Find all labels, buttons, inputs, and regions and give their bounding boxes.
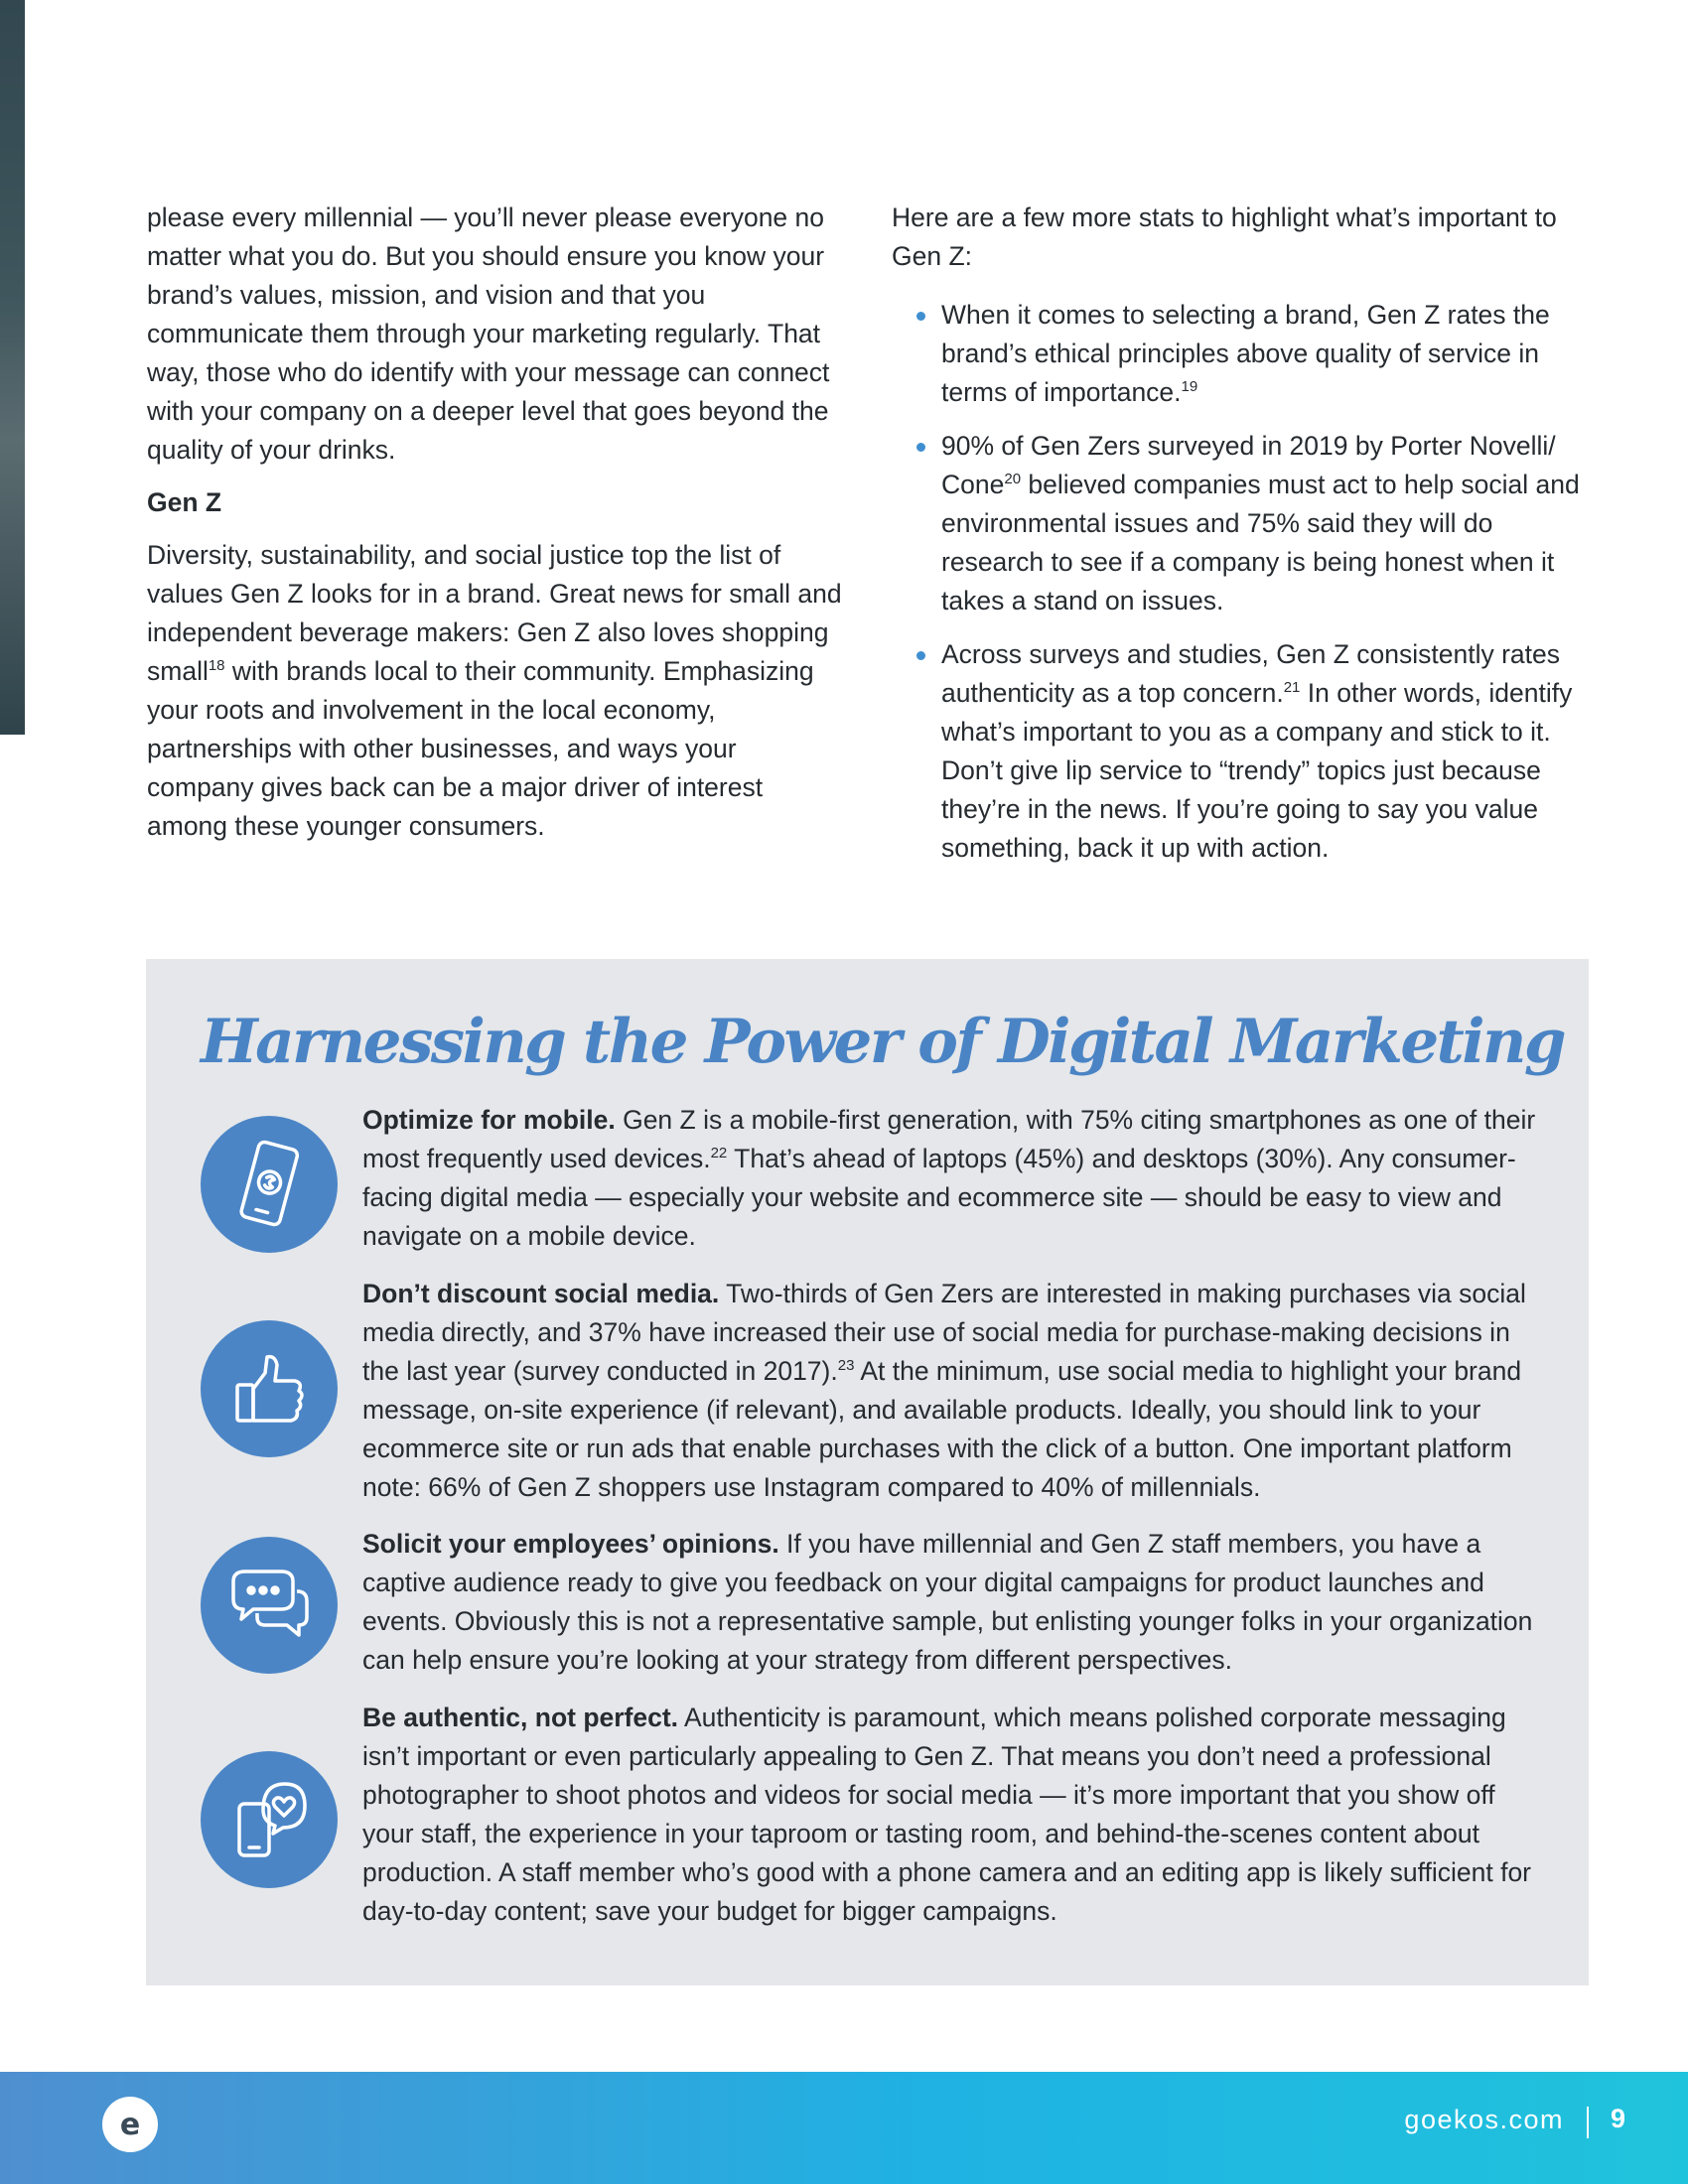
list-item [892, 296, 1587, 412]
list-item-text: 90% of Gen Zers surveyed in 2019 by Porter Novelli/ Cone [941, 431, 1556, 499]
tip-heading: Don’t discount social media. [362, 1279, 720, 1308]
phone-heart-icon [201, 1751, 338, 1888]
bullet-dot-icon [916, 651, 925, 660]
tip-text: If you have millennial and Gen Z staff members, you have a captive audience ready to give you feedback on your digital campaigns for product launches and events. Obviously this is not a representative sample, but enlisting younger folks in your organization can help ensure you’re looking at your strategy from different perspectives. [362, 1529, 1533, 1675]
list-item-text: When it comes to selecting a brand, Gen Z rates the brand’s ethical principles above quality of service in terms of importance. [941, 300, 1550, 407]
cover-photo-edge [0, 0, 25, 735]
footnote-ref: 18 [208, 657, 225, 675]
paragraph-text: Diversity, sustainability, and social justice top the list of values Gen Z looks for in a brand. Great news for small and independent beverage makers: Gen Z also loves shopping small [147, 540, 842, 686]
tip-be-authentic [362, 1699, 1539, 1931]
tip-text: Gen Z is a mobile-first generation, with 75% citing smartphones as one of their most frequently used devices. [362, 1105, 1536, 1173]
list-item-text: In other words, identify what’s important to you as a company and stick to it. Don’t give lip service to “trendy” topics just because they’re in the news. If you’re going to say you value something, back it up with action. [941, 678, 1573, 863]
tip-text: Two-thirds of Gen Zers are interested in making purchases via social media directly, and 37% have increased their use of social media for purchase-making decisions in the last year (survey conducted in 2017). [362, 1279, 1526, 1386]
footnote-ref: 23 [837, 1357, 855, 1375]
paragraph-text: with brands local to their community. Emphasizing your roots and involvement in the local economy, partnerships with other businesses, and ways your company gives back can be a major driver of interest among these younger consumers. [147, 656, 814, 841]
tip-heading: Be authentic, not perfect. [362, 1703, 679, 1732]
intro-paragraph: Here are a few more stats to highlight what’s important to Gen Z: [892, 203, 1557, 271]
chat-bubbles-icon [201, 1537, 338, 1674]
page-footer [0, 2072, 1688, 2184]
tip-social-media [362, 1275, 1539, 1507]
digital-marketing-callout [146, 959, 1589, 1985]
footnote-ref: 20 [1004, 471, 1022, 488]
body-paragraph [147, 536, 847, 846]
stats-list [892, 296, 1587, 868]
list-item [892, 635, 1587, 868]
section-subheading: Gen Z [147, 487, 222, 517]
footer-url-link[interactable]: goekos.com [1404, 2105, 1564, 2134]
logo-text: e [119, 2107, 141, 2142]
tip-optimize-mobile [362, 1101, 1539, 1256]
callout-title: Harnessing the Power of Digital Marketing [201, 1007, 1565, 1077]
tip-text: Authenticity is paramount, which means polished corporate messaging isn’t important or even particularly appealing to Gen Z. That means you don’t need a professional photographer to shoot photos and videos for social media — it’s more important that you show off your staff, the experience in your taproom or tasting room, and behind-the-scenes content about production. A staff member who’s good with a phone camera and an editing app is likely sufficient for day-to-day content; save your budget for bigger campaigns. [362, 1703, 1532, 1926]
footnote-ref: 21 [1283, 679, 1301, 697]
footnote-ref: 19 [1181, 378, 1198, 396]
right-column [892, 199, 1587, 883]
left-column [147, 199, 847, 846]
tip-heading: Optimize for mobile. [362, 1105, 616, 1135]
page-number: 9 [1611, 2104, 1626, 2133]
thumbs-up-icon [201, 1320, 338, 1457]
tip-text: That’s ahead of laptops (45%) and desktops (30%). Any consumer-facing digital media — especially your website and ecommerce site — should be easy to view and navigate on a mobile device. [362, 1144, 1516, 1251]
tip-text: At the minimum, use social media to highlight your brand message, on-site experience (if relevant), and available products. Ideally, you should link to your ecommerce site or run ads that enable purchases with the click of a button. One important platform note: 66% of Gen Z shoppers use Instagram compared to 40% of millennials. [362, 1356, 1522, 1502]
tip-employee-opinions [362, 1525, 1539, 1680]
bullet-dot-icon [916, 443, 925, 452]
list-item [892, 427, 1587, 620]
ekos-logo[interactable] [102, 2097, 158, 2152]
list-item-text: Across surveys and studies, Gen Z consistently rates authenticity as a top concern. [941, 639, 1561, 708]
body-paragraph: please every millennial — you’ll never please everyone no matter what you do. But you should ensure you know your brand’s values, mission, and vision and that you communicate them through your marketing regularly. That way, those who do identify with your message can connect with your company on a deeper level that goes beyond the quality of your drinks. [147, 203, 830, 465]
list-item-text: believed companies must act to help social and environmental issues and 75% said they will do research to see if a company is being honest when it takes a stand on issues. [941, 470, 1580, 615]
footer-divider [1587, 2107, 1589, 2138]
mobile-phone-icon [201, 1116, 338, 1253]
tip-heading: Solicit your employees’ opinions. [362, 1529, 779, 1559]
footnote-ref: 22 [710, 1145, 728, 1162]
bullet-dot-icon [916, 312, 925, 321]
